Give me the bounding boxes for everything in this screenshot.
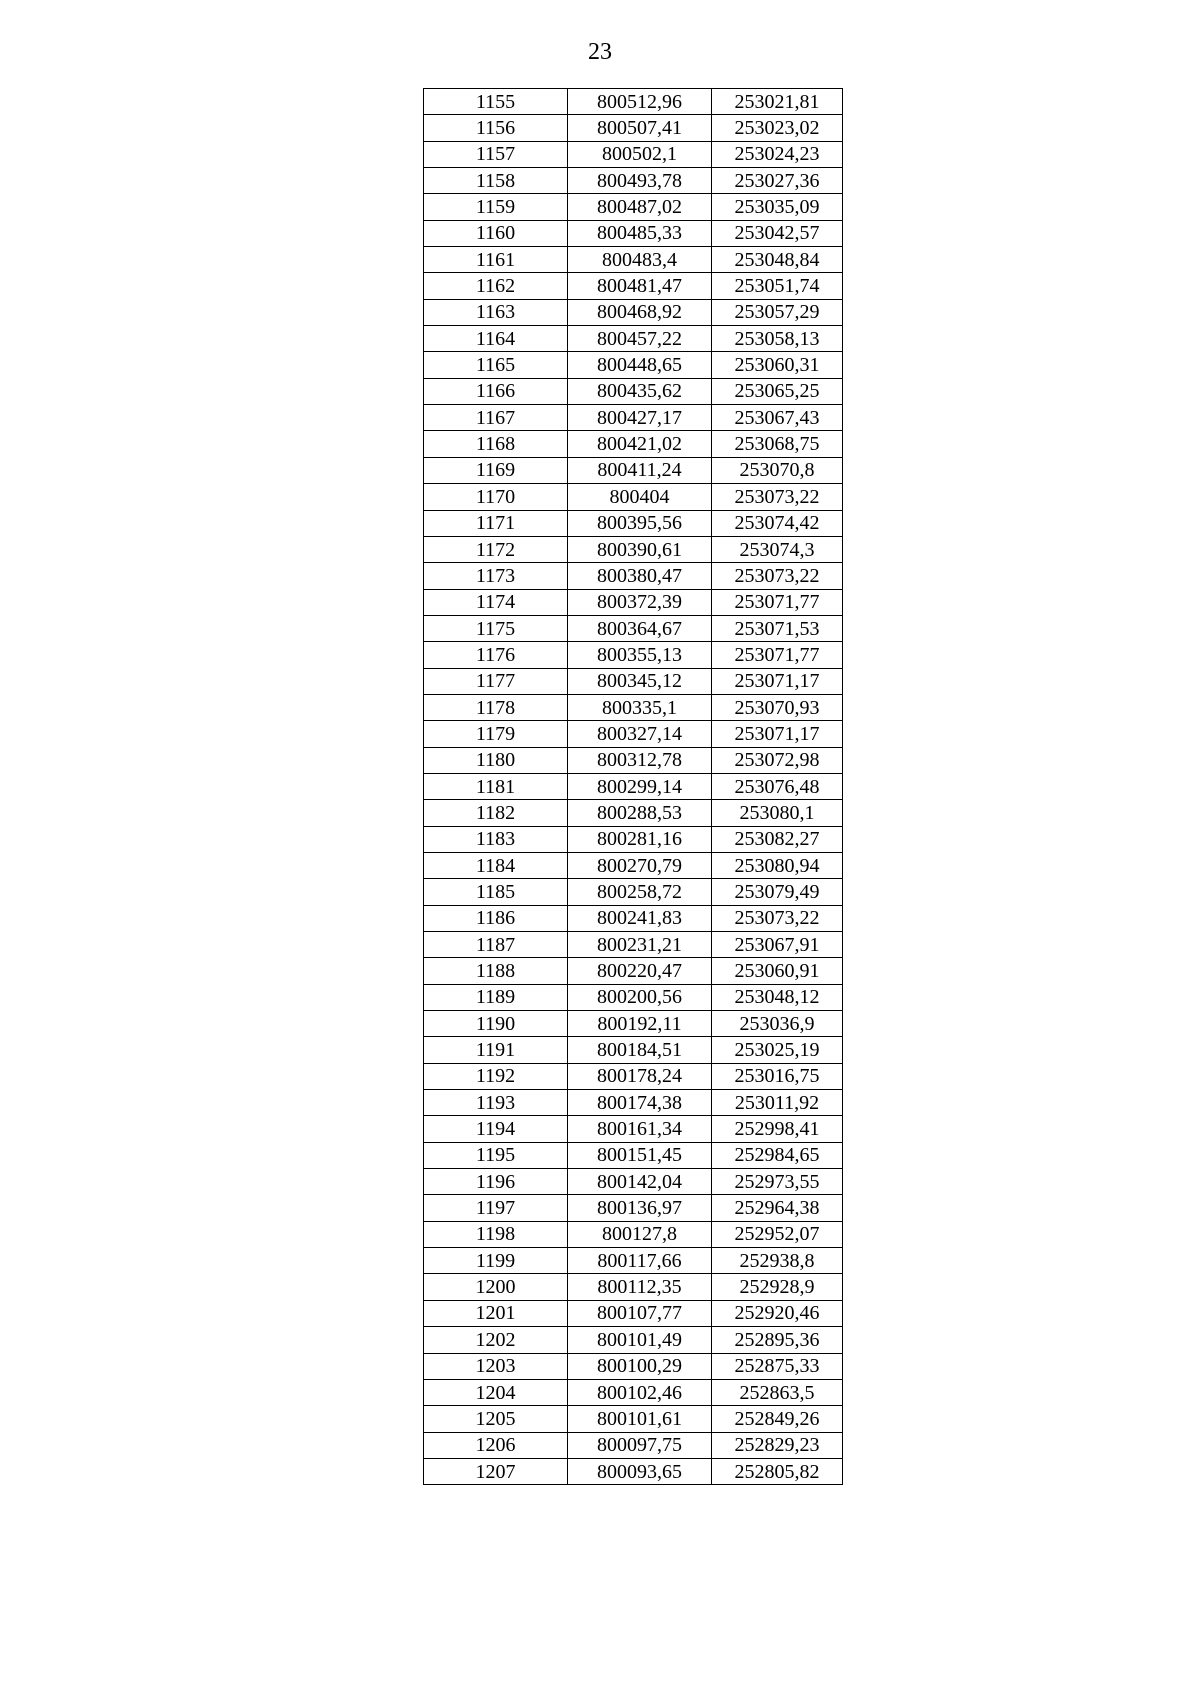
x-coordinate-cell: 800101,61 — [568, 1406, 712, 1432]
y-coordinate-cell: 253067,43 — [712, 405, 843, 431]
y-coordinate-cell: 252829,23 — [712, 1432, 843, 1458]
x-coordinate-cell: 800404 — [568, 484, 712, 510]
table-row — [424, 1458, 843, 1484]
point-number-cell: 1191 — [424, 1037, 568, 1063]
table-row — [424, 141, 843, 167]
point-number-cell: 1185 — [424, 879, 568, 905]
point-number-cell: 1198 — [424, 1221, 568, 1247]
point-number-cell: 1183 — [424, 826, 568, 852]
y-coordinate-cell: 253021,81 — [712, 89, 843, 115]
x-coordinate-cell: 800335,1 — [568, 694, 712, 720]
table-row — [424, 1274, 843, 1300]
table-row — [424, 352, 843, 378]
point-number-cell: 1173 — [424, 563, 568, 589]
point-number-cell: 1160 — [424, 220, 568, 246]
x-coordinate-cell: 800502,1 — [568, 141, 712, 167]
y-coordinate-cell: 253068,75 — [712, 431, 843, 457]
x-coordinate-cell: 800178,24 — [568, 1063, 712, 1089]
y-coordinate-cell: 253016,75 — [712, 1063, 843, 1089]
y-coordinate-cell: 253073,22 — [712, 484, 843, 510]
point-number-cell: 1186 — [424, 905, 568, 931]
point-number-cell: 1174 — [424, 589, 568, 615]
point-number-cell: 1155 — [424, 89, 568, 115]
x-coordinate-cell: 800093,65 — [568, 1458, 712, 1484]
y-coordinate-cell: 252952,07 — [712, 1221, 843, 1247]
y-coordinate-cell: 252863,5 — [712, 1379, 843, 1405]
y-coordinate-cell: 252938,8 — [712, 1248, 843, 1274]
table-row — [424, 615, 843, 641]
point-number-cell: 1159 — [424, 194, 568, 220]
table-row — [424, 1353, 843, 1379]
table-row — [424, 642, 843, 668]
point-number-cell: 1175 — [424, 615, 568, 641]
x-coordinate-cell: 800220,47 — [568, 958, 712, 984]
y-coordinate-cell: 252895,36 — [712, 1327, 843, 1353]
y-coordinate-cell: 253079,49 — [712, 879, 843, 905]
table-row — [424, 773, 843, 799]
table-row — [424, 879, 843, 905]
y-coordinate-cell: 253071,17 — [712, 668, 843, 694]
point-number-cell: 1206 — [424, 1432, 568, 1458]
table-row — [424, 405, 843, 431]
table-row — [424, 194, 843, 220]
coordinates-table-body — [424, 89, 843, 1485]
x-coordinate-cell: 800161,34 — [568, 1116, 712, 1142]
y-coordinate-cell: 253071,53 — [712, 615, 843, 641]
table-row — [424, 1116, 843, 1142]
x-coordinate-cell: 800468,92 — [568, 299, 712, 325]
x-coordinate-cell: 800288,53 — [568, 800, 712, 826]
y-coordinate-cell: 253048,84 — [712, 247, 843, 273]
y-coordinate-cell: 253042,57 — [712, 220, 843, 246]
x-coordinate-cell: 800507,41 — [568, 115, 712, 141]
point-number-cell: 1194 — [424, 1116, 568, 1142]
table-row — [424, 1406, 843, 1432]
table-row — [424, 457, 843, 483]
table-row — [424, 747, 843, 773]
x-coordinate-cell: 800457,22 — [568, 326, 712, 352]
table-row — [424, 958, 843, 984]
point-number-cell: 1170 — [424, 484, 568, 510]
y-coordinate-cell: 253024,23 — [712, 141, 843, 167]
y-coordinate-cell: 253060,31 — [712, 352, 843, 378]
y-coordinate-cell: 253076,48 — [712, 773, 843, 799]
y-coordinate-cell: 252875,33 — [712, 1353, 843, 1379]
point-number-cell: 1199 — [424, 1248, 568, 1274]
y-coordinate-cell: 253073,22 — [712, 905, 843, 931]
table-row — [424, 1090, 843, 1116]
x-coordinate-cell: 800142,04 — [568, 1169, 712, 1195]
table-row — [424, 1379, 843, 1405]
y-coordinate-cell: 253074,3 — [712, 536, 843, 562]
x-coordinate-cell: 800127,8 — [568, 1221, 712, 1247]
point-number-cell: 1182 — [424, 800, 568, 826]
point-number-cell: 1176 — [424, 642, 568, 668]
table-row — [424, 431, 843, 457]
y-coordinate-cell: 253072,98 — [712, 747, 843, 773]
x-coordinate-cell: 800281,16 — [568, 826, 712, 852]
point-number-cell: 1192 — [424, 1063, 568, 1089]
x-coordinate-cell: 800100,29 — [568, 1353, 712, 1379]
point-number-cell: 1163 — [424, 299, 568, 325]
table-row — [424, 668, 843, 694]
point-number-cell: 1158 — [424, 168, 568, 194]
table-row — [424, 1432, 843, 1458]
point-number-cell: 1202 — [424, 1327, 568, 1353]
point-number-cell: 1157 — [424, 141, 568, 167]
point-number-cell: 1179 — [424, 721, 568, 747]
x-coordinate-cell: 800481,47 — [568, 273, 712, 299]
y-coordinate-cell: 253051,74 — [712, 273, 843, 299]
point-number-cell: 1181 — [424, 773, 568, 799]
y-coordinate-cell: 253065,25 — [712, 378, 843, 404]
y-coordinate-cell: 253035,09 — [712, 194, 843, 220]
table-row — [424, 905, 843, 931]
y-coordinate-cell: 252973,55 — [712, 1169, 843, 1195]
table-row — [424, 326, 843, 352]
x-coordinate-cell: 800390,61 — [568, 536, 712, 562]
y-coordinate-cell: 253080,1 — [712, 800, 843, 826]
table-row — [424, 694, 843, 720]
x-coordinate-cell: 800483,4 — [568, 247, 712, 273]
point-number-cell: 1168 — [424, 431, 568, 457]
y-coordinate-cell: 253071,77 — [712, 589, 843, 615]
table-row — [424, 932, 843, 958]
point-number-cell: 1167 — [424, 405, 568, 431]
y-coordinate-cell: 253023,02 — [712, 115, 843, 141]
table-row — [424, 1327, 843, 1353]
point-number-cell: 1196 — [424, 1169, 568, 1195]
x-coordinate-cell: 800364,67 — [568, 615, 712, 641]
x-coordinate-cell: 800435,62 — [568, 378, 712, 404]
y-coordinate-cell: 252805,82 — [712, 1458, 843, 1484]
y-coordinate-cell: 253060,91 — [712, 958, 843, 984]
table-row — [424, 299, 843, 325]
x-coordinate-cell: 800101,49 — [568, 1327, 712, 1353]
table-row — [424, 721, 843, 747]
y-coordinate-cell: 253071,17 — [712, 721, 843, 747]
x-coordinate-cell: 800380,47 — [568, 563, 712, 589]
x-coordinate-cell: 800355,13 — [568, 642, 712, 668]
y-coordinate-cell: 253082,27 — [712, 826, 843, 852]
x-coordinate-cell: 800241,83 — [568, 905, 712, 931]
table-row — [424, 984, 843, 1010]
x-coordinate-cell: 800117,66 — [568, 1248, 712, 1274]
point-number-cell: 1201 — [424, 1300, 568, 1326]
x-coordinate-cell: 800107,77 — [568, 1300, 712, 1326]
x-coordinate-cell: 800136,97 — [568, 1195, 712, 1221]
coordinates-table — [423, 88, 843, 1485]
point-number-cell: 1190 — [424, 1011, 568, 1037]
x-coordinate-cell: 800411,24 — [568, 457, 712, 483]
point-number-cell: 1156 — [424, 115, 568, 141]
point-number-cell: 1200 — [424, 1274, 568, 1300]
point-number-cell: 1187 — [424, 932, 568, 958]
x-coordinate-cell: 800372,39 — [568, 589, 712, 615]
x-coordinate-cell: 800231,21 — [568, 932, 712, 958]
x-coordinate-cell: 800151,45 — [568, 1142, 712, 1168]
point-number-cell: 1172 — [424, 536, 568, 562]
x-coordinate-cell: 800102,46 — [568, 1379, 712, 1405]
point-number-cell: 1197 — [424, 1195, 568, 1221]
table-row — [424, 589, 843, 615]
point-number-cell: 1207 — [424, 1458, 568, 1484]
point-number-cell: 1165 — [424, 352, 568, 378]
x-coordinate-cell: 800112,35 — [568, 1274, 712, 1300]
table-row — [424, 220, 843, 246]
page-number: 23 — [588, 39, 612, 65]
table-row — [424, 89, 843, 115]
table-row — [424, 1011, 843, 1037]
table-row — [424, 115, 843, 141]
y-coordinate-cell: 253074,42 — [712, 510, 843, 536]
point-number-cell: 1188 — [424, 958, 568, 984]
point-number-cell: 1195 — [424, 1142, 568, 1168]
y-coordinate-cell: 253057,29 — [712, 299, 843, 325]
x-coordinate-cell: 800270,79 — [568, 852, 712, 878]
x-coordinate-cell: 800485,33 — [568, 220, 712, 246]
x-coordinate-cell: 800493,78 — [568, 168, 712, 194]
point-number-cell: 1184 — [424, 852, 568, 878]
x-coordinate-cell: 800487,02 — [568, 194, 712, 220]
x-coordinate-cell: 800448,65 — [568, 352, 712, 378]
table-row — [424, 1221, 843, 1247]
point-number-cell: 1204 — [424, 1379, 568, 1405]
table-row — [424, 510, 843, 536]
y-coordinate-cell: 252849,26 — [712, 1406, 843, 1432]
x-coordinate-cell: 800174,38 — [568, 1090, 712, 1116]
point-number-cell: 1164 — [424, 326, 568, 352]
y-coordinate-cell: 253070,8 — [712, 457, 843, 483]
table-row — [424, 484, 843, 510]
table-row — [424, 536, 843, 562]
y-coordinate-cell: 253080,94 — [712, 852, 843, 878]
y-coordinate-cell: 253067,91 — [712, 932, 843, 958]
x-coordinate-cell: 800512,96 — [568, 89, 712, 115]
point-number-cell: 1193 — [424, 1090, 568, 1116]
point-number-cell: 1169 — [424, 457, 568, 483]
x-coordinate-cell: 800312,78 — [568, 747, 712, 773]
x-coordinate-cell: 800097,75 — [568, 1432, 712, 1458]
x-coordinate-cell: 800299,14 — [568, 773, 712, 799]
x-coordinate-cell: 800345,12 — [568, 668, 712, 694]
y-coordinate-cell: 252998,41 — [712, 1116, 843, 1142]
table-row — [424, 563, 843, 589]
point-number-cell: 1171 — [424, 510, 568, 536]
point-number-cell: 1189 — [424, 984, 568, 1010]
table-row — [424, 273, 843, 299]
x-coordinate-cell: 800421,02 — [568, 431, 712, 457]
point-number-cell: 1161 — [424, 247, 568, 273]
table-row — [424, 1300, 843, 1326]
y-coordinate-cell: 253058,13 — [712, 326, 843, 352]
point-number-cell: 1166 — [424, 378, 568, 404]
y-coordinate-cell: 253036,9 — [712, 1011, 843, 1037]
table-row — [424, 852, 843, 878]
x-coordinate-cell: 800192,11 — [568, 1011, 712, 1037]
table-row — [424, 168, 843, 194]
x-coordinate-cell: 800184,51 — [568, 1037, 712, 1063]
table-row — [424, 1195, 843, 1221]
y-coordinate-cell: 253027,36 — [712, 168, 843, 194]
y-coordinate-cell: 253070,93 — [712, 694, 843, 720]
y-coordinate-cell: 252920,46 — [712, 1300, 843, 1326]
table-row — [424, 1248, 843, 1274]
table-row — [424, 1142, 843, 1168]
point-number-cell: 1180 — [424, 747, 568, 773]
x-coordinate-cell: 800200,56 — [568, 984, 712, 1010]
point-number-cell: 1203 — [424, 1353, 568, 1379]
point-number-cell: 1178 — [424, 694, 568, 720]
table-row — [424, 247, 843, 273]
point-number-cell: 1205 — [424, 1406, 568, 1432]
x-coordinate-cell: 800258,72 — [568, 879, 712, 905]
y-coordinate-cell: 252984,65 — [712, 1142, 843, 1168]
point-number-cell: 1162 — [424, 273, 568, 299]
table-row — [424, 1169, 843, 1195]
x-coordinate-cell: 800395,56 — [568, 510, 712, 536]
x-coordinate-cell: 800327,14 — [568, 721, 712, 747]
y-coordinate-cell: 253073,22 — [712, 563, 843, 589]
y-coordinate-cell: 252964,38 — [712, 1195, 843, 1221]
y-coordinate-cell: 252928,9 — [712, 1274, 843, 1300]
point-number-cell: 1177 — [424, 668, 568, 694]
x-coordinate-cell: 800427,17 — [568, 405, 712, 431]
table-row — [424, 1037, 843, 1063]
y-coordinate-cell: 253011,92 — [712, 1090, 843, 1116]
y-coordinate-cell: 253025,19 — [712, 1037, 843, 1063]
y-coordinate-cell: 253048,12 — [712, 984, 843, 1010]
table-row — [424, 826, 843, 852]
table-row — [424, 1063, 843, 1089]
y-coordinate-cell: 253071,77 — [712, 642, 843, 668]
table-row — [424, 378, 843, 404]
table-row — [424, 800, 843, 826]
